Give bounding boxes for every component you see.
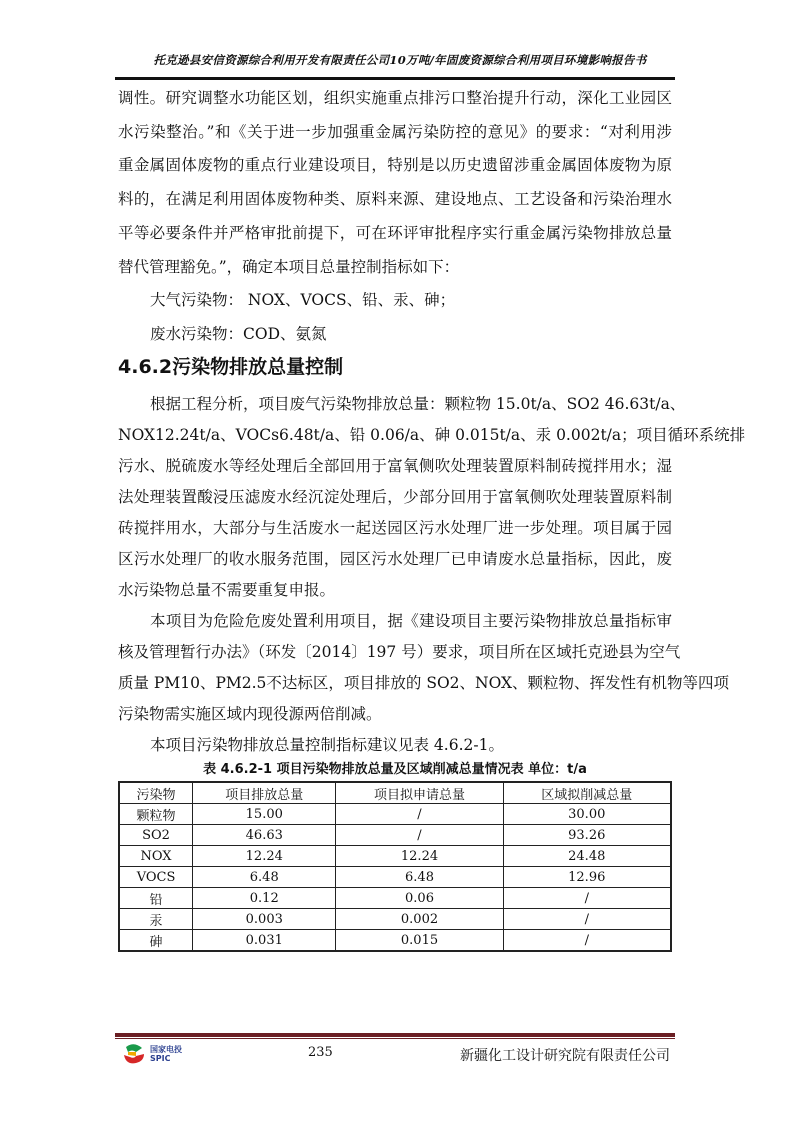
- header-rule: [115, 77, 675, 80]
- table-cell: 6.48: [336, 867, 503, 888]
- column-header: 项目排放总量: [193, 782, 336, 804]
- logo-text-en: SPIC: [150, 1054, 171, 1063]
- table-cell: 0.015: [336, 930, 503, 952]
- table-row: [119, 825, 671, 846]
- table-cell: /: [336, 825, 503, 846]
- column-header: 项目拟申请总量: [336, 782, 503, 804]
- table-cell: /: [503, 909, 671, 930]
- text-line: 法处理装置酸浸压滤废水经沉淀处理后，少部分回用于富氧侧吹处理装置原料制: [118, 488, 672, 506]
- table-row: [119, 867, 671, 888]
- table-cell: 12.24: [193, 846, 336, 867]
- table-row: [119, 930, 671, 952]
- text-line: 质量 PM10、PM2.5不达标区，项目排放的 SO2、NOX、颗粒物、挥发性有机物等四项: [118, 674, 730, 692]
- table-cell: 0.12: [193, 888, 336, 909]
- text-line: 污染物需实施区域内现役源两倍削减。: [118, 705, 382, 723]
- table-cell: 0.06: [336, 888, 503, 909]
- text-line: 料的，在满足利用固体废物种类、原料来源、建设地点、工艺设备和污染治理水: [118, 190, 672, 209]
- table-cell: NOX: [119, 846, 193, 867]
- text-line: 水污染物总量不需要重复申报。: [118, 581, 336, 599]
- text-line: 替代管理豁免。”，确定本项目总量控制指标如下：: [118, 257, 460, 276]
- spic-logo-icon: [122, 1043, 146, 1065]
- table-cell: 0.031: [193, 930, 336, 952]
- table-cell: 30.00: [503, 804, 671, 825]
- text-line: 调性。研究调整水功能区划，组织实施重点排污口整治提升行动，深化工业园区: [118, 89, 672, 107]
- text-line: 核及管理暂行办法》（环发〔2014〕197 号）要求，项目所在区域托克逊县为空气: [118, 643, 681, 661]
- table-cell: 铅: [119, 888, 193, 909]
- column-header: 污染物: [119, 782, 193, 804]
- table-row: [119, 804, 671, 825]
- running-header: 托克逊县安信资源综合利用开发有限责任公司10万吨/年固废资源综合利用项目环境影响报告书: [153, 53, 647, 67]
- table-caption: 表 4.6.2-1 项目污染物排放总量及区域削减总量情况表 单位：t/a: [203, 762, 587, 777]
- section-heading: 4.6.2污染物排放总量控制: [118, 356, 344, 378]
- column-header: 区域拟削减总量: [503, 782, 671, 804]
- text-line: 砖搅拌用水，大部分与生活废水一起送园区污水处理厂进一步处理。项目属于园: [118, 519, 672, 537]
- table-cell: 汞: [119, 909, 193, 930]
- text-line: 本项目为危险危废处置利用项目，据《建设项目主要污染物排放总量指标审: [150, 612, 672, 630]
- table-row: [119, 846, 671, 867]
- table-cell: 6.48: [193, 867, 336, 888]
- emissions-table: [118, 781, 672, 952]
- table-row: [119, 888, 671, 909]
- table-cell: VOCS: [119, 867, 193, 888]
- table-cell: SO2: [119, 825, 193, 846]
- table-cell: 46.63: [193, 825, 336, 846]
- text-line: 平等必要条件并严格审批前提下，可在环评审批程序实行重金属污染物排放总量: [118, 223, 672, 242]
- footer-rule-thin: [115, 1038, 675, 1039]
- table-cell: 93.26: [503, 825, 671, 846]
- text-line: 重金属固体废物的重点行业建设项目，特别是以历史遗留涉重金属固体废物为原: [118, 156, 672, 175]
- organization-name: 新疆化工设计研究院有限责任公司: [460, 1048, 670, 1064]
- footer-rule: [115, 1033, 675, 1037]
- text-line: 水污染整治。”和《关于进一步加强重金属污染防控的意见》的要求：“对利用涉: [118, 122, 672, 141]
- text-line: 区污水处理厂的收水服务范围，园区污水处理厂已申请废水总量指标，因此，废: [118, 550, 672, 568]
- text-line: 废水污染物：COD、氨氮: [150, 324, 327, 343]
- table-row: [119, 909, 671, 930]
- text-line: NOX12.24t/a、VOCs6.48t/a、铅 0.06/a、砷 0.015t/a、汞 0.002t/a；项目循环系统排: [118, 426, 746, 444]
- table-cell: 颗粒物: [119, 804, 193, 825]
- spic-logo: [122, 1043, 182, 1065]
- table-cell: 12.24: [336, 846, 503, 867]
- logo-text-cn: 国家电投: [150, 1045, 182, 1054]
- table-cell: /: [503, 930, 671, 952]
- table-cell: 0.003: [193, 909, 336, 930]
- table-header-row: [119, 782, 671, 804]
- table-cell: 12.96: [503, 867, 671, 888]
- text-line: 大气污染物： NOX、VOCS、铅、汞、砷；: [150, 291, 456, 310]
- table-cell: 砷: [119, 930, 193, 952]
- text-line: 根据工程分析，项目废气污染物排放总量：颗粒物 15.0t/a、SO2 46.63t/a、: [150, 395, 686, 413]
- text-line: 污水、脱硫废水等经处理后全部回用于富氧侧吹处理装置原料制砖搅拌用水；湿: [118, 457, 672, 475]
- table-cell: /: [503, 888, 671, 909]
- table-cell: /: [336, 804, 503, 825]
- text-line: 本项目污染物排放总量控制指标建议见表 4.6.2-1。: [150, 736, 504, 754]
- table-cell: 0.002: [336, 909, 503, 930]
- table-cell: 15.00: [193, 804, 336, 825]
- page-number: 235: [308, 1045, 333, 1060]
- table-cell: 24.48: [503, 846, 671, 867]
